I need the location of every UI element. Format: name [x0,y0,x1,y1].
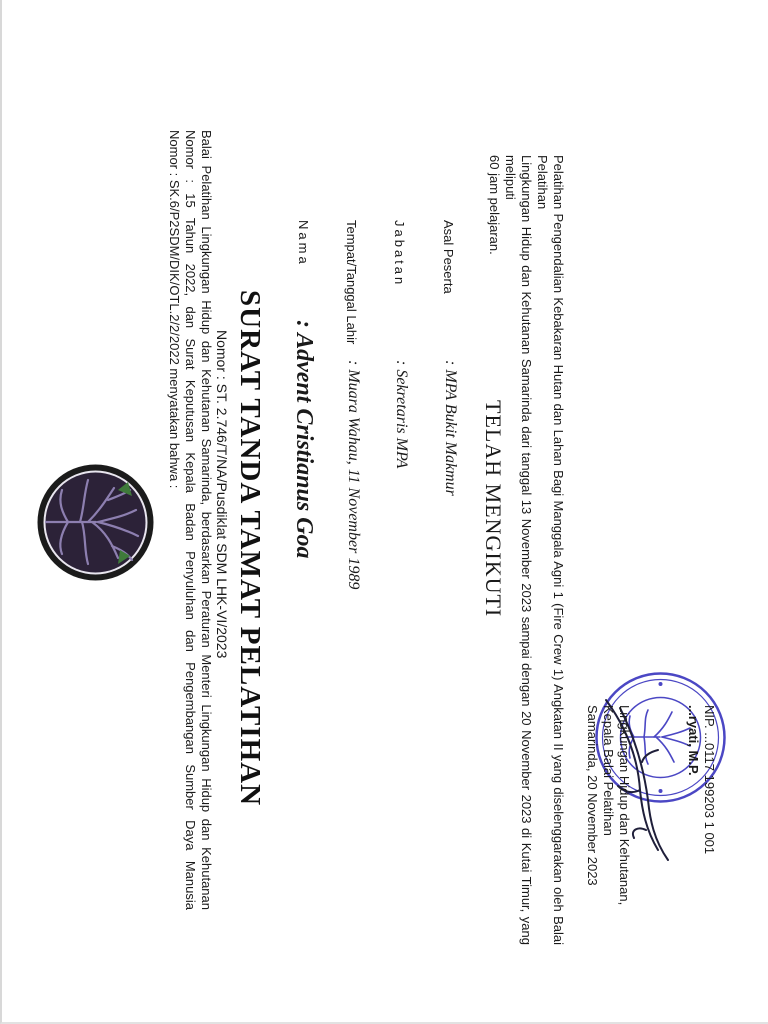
intro-line: Balai Pelatihan Lingkungan Hidup dan Kehutanan Samarinda, berdasarkan Peraturan Menteri Lingkungan Hidup dan Kehutanan [199,130,214,910]
signatory-nip: NIP. ...0117 199203 1 001 [702,705,717,855]
birth-place-date-label: Tempat/Tanggal Lahir [344,220,359,345]
position-value: : Sekretaris MPA [393,360,410,469]
attended-heading: TELAH MENGIKUTI [481,400,506,618]
intro-paragraph [166,130,214,910]
signature-organization-line: Kepala Balai Pelatihan [601,705,616,836]
certificate-title: SURAT TANDA TAMAT PELATIHAN [234,290,266,807]
closing-line: Lingkungan Hidup dan Kehutanan Samarinda dari tanggal 13 November 2023 sampai dengan 20 November 2023 di Kutai Timur, yang meliputi [503,155,534,945]
closing-paragraph [486,155,566,945]
closing-line: 60 jam pelajaran. [487,155,502,255]
position-label: Jabatan [392,220,407,288]
intro-line: Nomor : SK.6/P2SDM/DIK/OTL.2/2/2022 menyatakan bahwa : [167,130,182,489]
signature-place-date: Samarinda, 20 November 2023 [585,705,600,886]
signatory-name: ...ryati, M.P. [686,705,701,776]
birth-place-date-value: : Muara Wahau, 11 November 1989 [345,360,362,590]
certificate-number: Nomor : ST. 2.746/T/NA/Pusdiklat SDM LHK-VI/2023 [214,330,230,659]
name-label: Nama [296,220,311,267]
origin-label: Asal Peserta [441,220,456,294]
origin-value: : MPA Bukit Makmur [442,360,459,496]
participant-name: : Advent Cristianus Goa [291,320,317,559]
emblem-logo-icon [33,460,158,585]
closing-line: Pelatihan Pengendalian Kebakaran Hutan dan Lahan Bagi Manggala Agni 1 (Fire Crew 1) Angkatan II yang diselenggarakan oleh Balai Pelatihan [535,155,566,945]
intro-line: Nomor : 15 Tahun 2022, dan Surat Keputusan Kepala Badan Penyuluhan dan Pengembangan Sumber Daya Manusia [183,130,198,910]
signature-organization-line: Lingkungan Hidup dan Kehutanan, [617,705,632,906]
